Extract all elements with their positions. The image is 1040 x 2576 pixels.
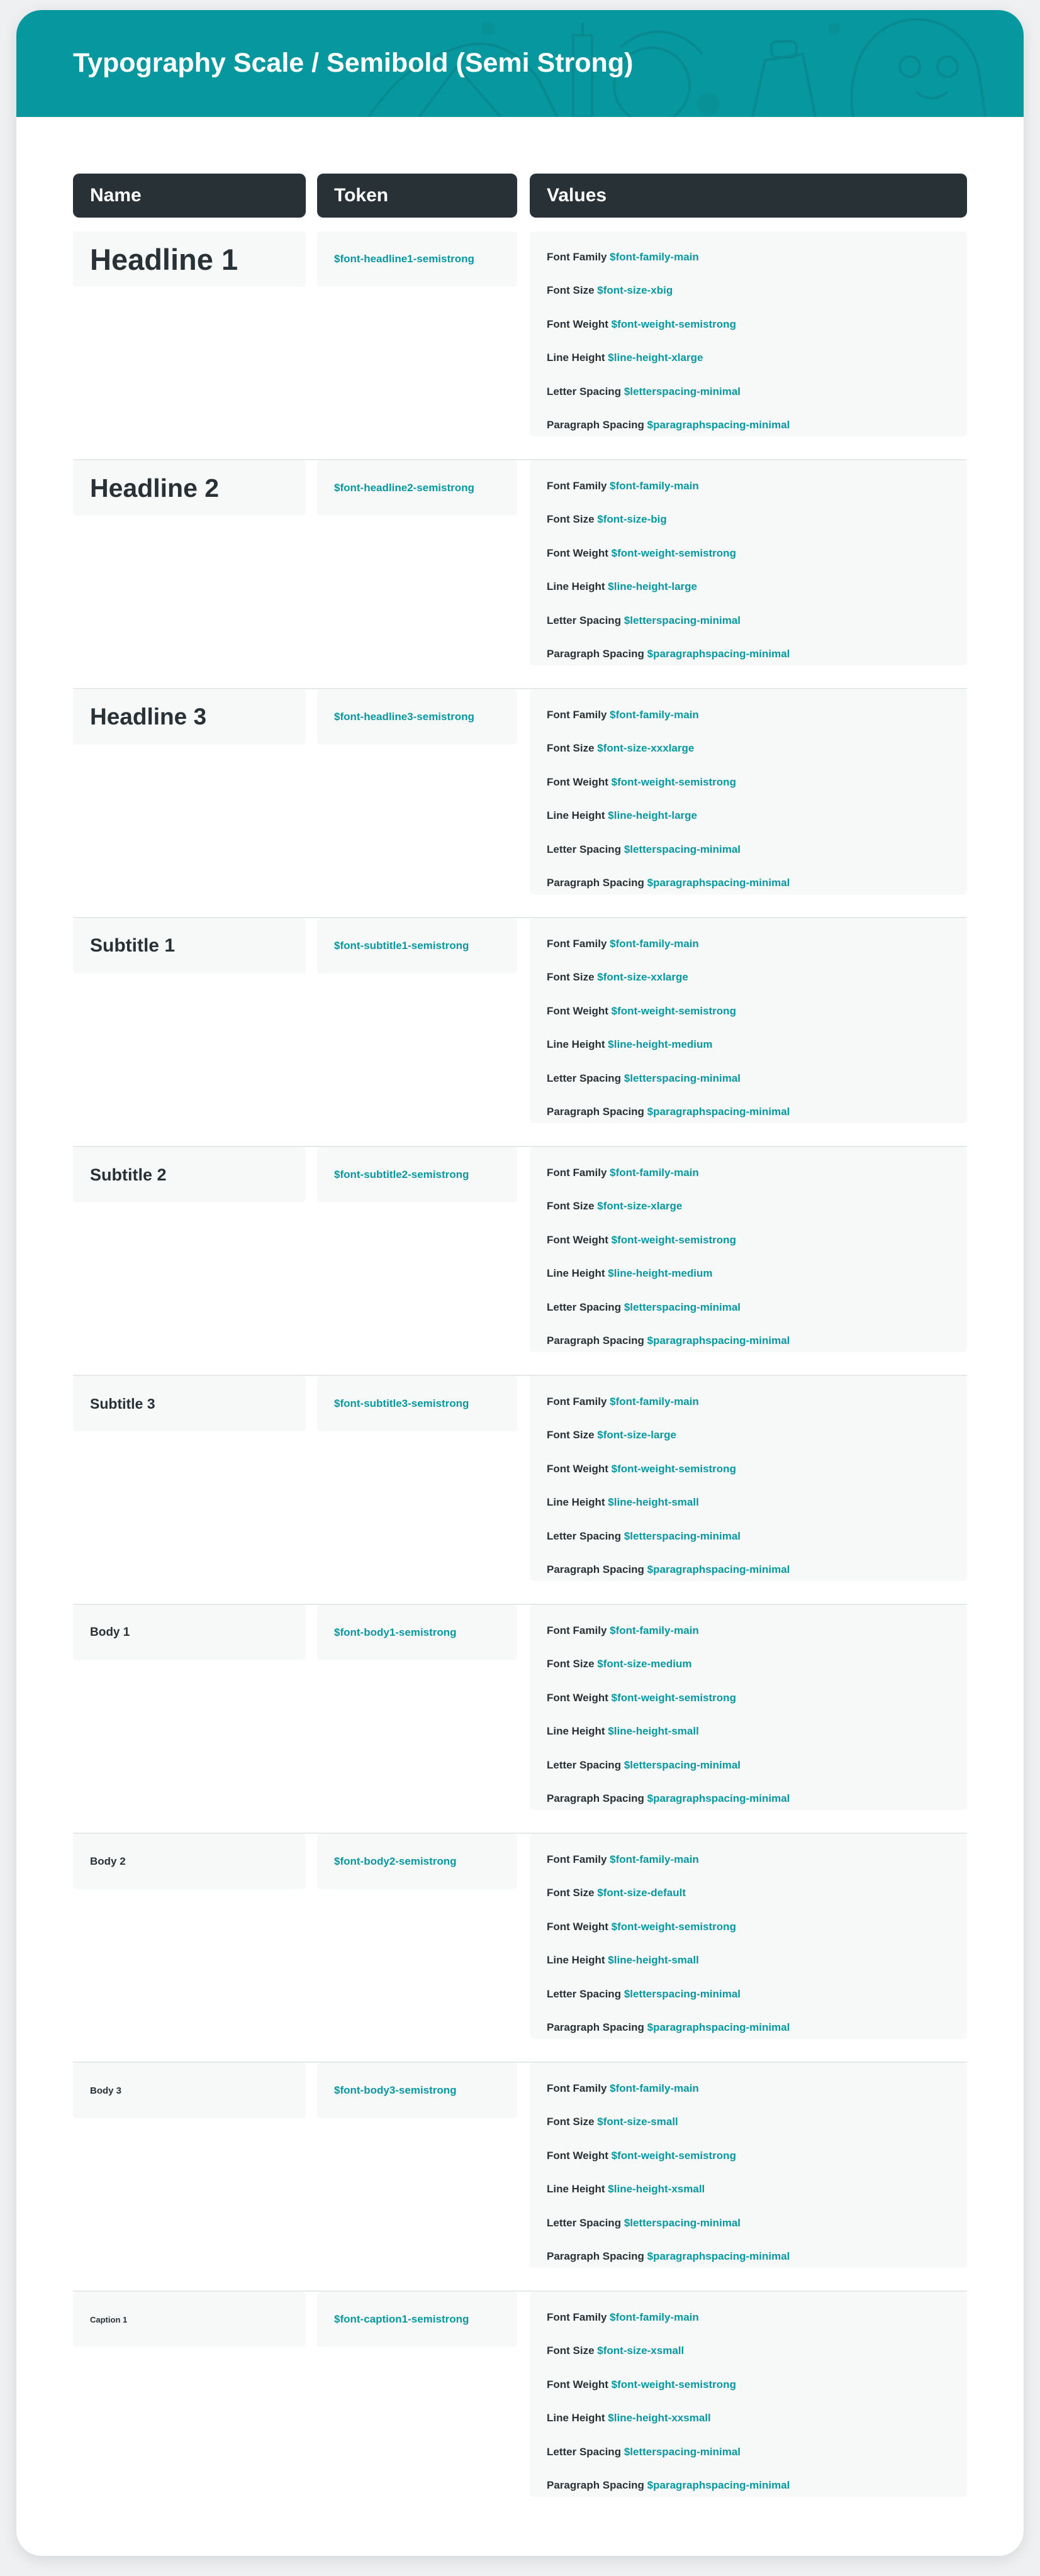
value-label: Font Family bbox=[547, 1624, 607, 1636]
value-line-paragraph bbox=[547, 1782, 967, 1815]
value-line-weight bbox=[547, 2368, 967, 2401]
style-values bbox=[530, 231, 967, 436]
value-label: Font Family bbox=[547, 1396, 607, 1407]
value-token: $line-height-large bbox=[608, 580, 697, 593]
typography-card bbox=[16, 10, 1024, 2556]
value-line-paragraph bbox=[547, 2011, 967, 2044]
value-label: Font Size bbox=[547, 513, 595, 526]
value-line-family bbox=[547, 698, 967, 731]
value-token: $line-height-xlarge bbox=[608, 352, 703, 364]
value-line-weight bbox=[547, 994, 967, 1028]
value-line-line bbox=[547, 2401, 967, 2434]
table-row bbox=[73, 2292, 967, 2521]
value-line-size bbox=[547, 2105, 967, 2138]
value-token: $font-size-default bbox=[597, 1887, 686, 1899]
value-label: Font Family bbox=[547, 480, 607, 492]
value-line-letter bbox=[547, 375, 967, 408]
style-token: $font-subtitle2-semistrong bbox=[317, 1147, 517, 1202]
value-token: $font-weight-semistrong bbox=[611, 1920, 736, 1933]
page-title: Typography Scale / Semibold (Semi Strong) bbox=[73, 48, 634, 78]
value-token: $letterspacing-minimal bbox=[623, 1072, 741, 1084]
style-name: Subtitle 1 bbox=[73, 918, 306, 974]
value-label: Font Family bbox=[547, 251, 607, 263]
value-line-paragraph bbox=[547, 1324, 967, 1357]
value-token: $font-size-medium bbox=[597, 1658, 692, 1670]
value-token: $paragraphspacing-minimal bbox=[647, 647, 790, 660]
value-line-weight bbox=[547, 1223, 967, 1257]
style-name: Subtitle 2 bbox=[73, 1147, 306, 1202]
value-label: Letter Spacing bbox=[547, 385, 622, 397]
value-line-letter bbox=[547, 1977, 967, 2011]
value-line-line bbox=[547, 1028, 967, 1061]
value-label: Font Weight bbox=[547, 1004, 608, 1017]
value-label: Paragraph Spacing bbox=[547, 2479, 644, 2491]
table-row bbox=[73, 1605, 967, 1834]
value-token: $letterspacing-minimal bbox=[623, 843, 741, 855]
value-line-line bbox=[547, 1714, 967, 1748]
value-label: Font Size bbox=[547, 1200, 595, 1213]
value-line-letter bbox=[547, 1291, 967, 1324]
style-token: $font-headline2-semistrong bbox=[317, 460, 517, 516]
value-token: $line-height-small bbox=[608, 1725, 699, 1738]
value-token: $paragraphspacing-minimal bbox=[647, 1334, 790, 1346]
value-token: $line-height-small bbox=[608, 1954, 699, 1967]
value-label: Font Size bbox=[547, 284, 595, 297]
table-row bbox=[73, 460, 967, 689]
value-label: Letter Spacing bbox=[547, 2216, 622, 2229]
column-header-name: Name bbox=[73, 174, 306, 218]
value-label: Line Height bbox=[547, 580, 605, 593]
value-label: Font Weight bbox=[547, 2149, 608, 2162]
value-label: Paragraph Spacing bbox=[547, 2250, 644, 2262]
value-label: Font Size bbox=[547, 2116, 595, 2128]
style-token: $font-body1-semistrong bbox=[317, 1605, 517, 1660]
value-line-line bbox=[547, 1943, 967, 1977]
value-line-size bbox=[547, 274, 967, 307]
style-token: $font-headline1-semistrong bbox=[317, 231, 517, 287]
value-token: $font-size-xlarge bbox=[597, 1200, 683, 1213]
style-name: Headline 3 bbox=[73, 689, 306, 745]
value-token: $font-size-big bbox=[597, 513, 667, 526]
value-line-weight bbox=[547, 308, 967, 341]
value-label: Font Weight bbox=[547, 775, 608, 788]
value-token: $line-height-medium bbox=[608, 1267, 713, 1280]
value-line-size bbox=[547, 960, 967, 994]
value-label: Letter Spacing bbox=[547, 1301, 622, 1313]
value-line-family bbox=[547, 240, 967, 274]
value-label: Font Weight bbox=[547, 2378, 608, 2390]
value-token: $font-weight-semistrong bbox=[611, 1233, 736, 1246]
value-token: $letterspacing-minimal bbox=[623, 2445, 741, 2458]
value-label: Font Size bbox=[547, 1887, 595, 1899]
value-token: $letterspacing-minimal bbox=[623, 1758, 741, 1771]
value-label: Line Height bbox=[547, 1954, 605, 1967]
value-token: $font-family-main bbox=[610, 1167, 699, 1179]
value-line-size bbox=[547, 731, 967, 765]
table-row bbox=[73, 1376, 967, 1605]
value-token: $line-height-small bbox=[608, 1496, 699, 1509]
value-token: $font-weight-semistrong bbox=[611, 2378, 736, 2390]
style-token: $font-subtitle3-semistrong bbox=[317, 1376, 517, 1431]
style-values bbox=[530, 1605, 967, 1810]
value-token: $font-weight-semistrong bbox=[611, 1691, 736, 1704]
value-token: $font-size-small bbox=[597, 2116, 678, 2128]
style-values bbox=[530, 689, 967, 894]
value-token: $font-family-main bbox=[610, 251, 699, 263]
value-line-line bbox=[547, 570, 967, 603]
value-line-weight bbox=[547, 765, 967, 799]
table-row bbox=[73, 231, 967, 460]
value-line-paragraph bbox=[547, 2240, 967, 2273]
value-label: Line Height bbox=[547, 1725, 605, 1738]
value-token: $paragraphspacing-minimal bbox=[647, 876, 790, 889]
value-token: $paragraphspacing-minimal bbox=[647, 2021, 790, 2033]
value-token: $letterspacing-minimal bbox=[623, 385, 741, 397]
value-token: $font-family-main bbox=[610, 480, 699, 492]
style-token: $font-subtitle1-semistrong bbox=[317, 918, 517, 974]
value-label: Font Weight bbox=[547, 1462, 608, 1475]
style-name: Headline 1 bbox=[73, 231, 306, 287]
value-label: Font Family bbox=[547, 1853, 607, 1865]
value-line-letter bbox=[547, 2206, 967, 2240]
value-token: $font-weight-semistrong bbox=[611, 1004, 736, 1017]
value-token: $font-weight-semistrong bbox=[611, 547, 736, 559]
value-token: $letterspacing-minimal bbox=[623, 614, 741, 626]
value-line-size bbox=[547, 1876, 967, 1909]
value-label: Letter Spacing bbox=[547, 843, 622, 855]
value-token: $line-height-xxsmall bbox=[608, 2412, 711, 2424]
value-line-line bbox=[547, 1485, 967, 1519]
value-label: Font Family bbox=[547, 938, 607, 950]
value-line-paragraph bbox=[547, 1553, 967, 1586]
value-label: Letter Spacing bbox=[547, 1987, 622, 2000]
value-label: Font Size bbox=[547, 1429, 595, 1441]
value-token: $font-family-main bbox=[610, 709, 699, 721]
style-name: Body 1 bbox=[73, 1605, 306, 1660]
value-line-letter bbox=[547, 1519, 967, 1553]
style-values bbox=[530, 1376, 967, 1581]
value-token: $font-size-xxlarge bbox=[597, 971, 688, 984]
style-name: Body 2 bbox=[73, 1834, 306, 1889]
value-label: Letter Spacing bbox=[547, 1530, 622, 1542]
value-token: $font-weight-semistrong bbox=[611, 2149, 736, 2162]
value-line-family bbox=[547, 2072, 967, 2105]
value-label: Line Height bbox=[547, 1496, 605, 1509]
value-label: Line Height bbox=[547, 2412, 605, 2424]
value-token: $paragraphspacing-minimal bbox=[647, 2479, 790, 2491]
value-token: $font-weight-semistrong bbox=[611, 318, 736, 330]
value-token: $font-family-main bbox=[610, 2311, 699, 2323]
value-token: $font-family-main bbox=[610, 1624, 699, 1636]
value-label: Font Family bbox=[547, 2082, 607, 2094]
value-line-size bbox=[547, 502, 967, 536]
value-line-paragraph bbox=[547, 2468, 967, 2502]
value-label: Paragraph Spacing bbox=[547, 1334, 644, 1346]
value-label: Paragraph Spacing bbox=[547, 647, 644, 660]
value-line-letter bbox=[547, 604, 967, 637]
value-label: Paragraph Spacing bbox=[547, 1563, 644, 1575]
value-token: $paragraphspacing-minimal bbox=[647, 1105, 790, 1118]
value-label: Letter Spacing bbox=[547, 614, 622, 626]
column-header-values: Values bbox=[530, 174, 967, 218]
value-line-line bbox=[547, 1257, 967, 1290]
value-label: Font Weight bbox=[547, 1691, 608, 1704]
value-token: $font-size-large bbox=[597, 1429, 676, 1441]
value-line-letter bbox=[547, 2435, 967, 2468]
value-label: Font Size bbox=[547, 2345, 595, 2357]
value-label: Font Weight bbox=[547, 318, 608, 330]
value-token: $paragraphspacing-minimal bbox=[647, 1792, 790, 1804]
value-token: $line-height-medium bbox=[608, 1038, 713, 1051]
value-line-letter bbox=[547, 1062, 967, 1095]
value-label: Letter Spacing bbox=[547, 1758, 622, 1771]
value-line-family bbox=[547, 469, 967, 502]
table-row bbox=[73, 689, 967, 918]
value-token: $font-family-main bbox=[610, 2082, 699, 2094]
value-line-family bbox=[547, 1385, 967, 1418]
value-label: Paragraph Spacing bbox=[547, 876, 644, 889]
style-values bbox=[530, 2292, 967, 2497]
value-line-line bbox=[547, 341, 967, 374]
value-label: Paragraph Spacing bbox=[547, 1792, 644, 1804]
value-line-line bbox=[547, 799, 967, 832]
value-token: $paragraphspacing-minimal bbox=[647, 418, 790, 431]
style-values bbox=[530, 918, 967, 1123]
value-line-size bbox=[547, 1418, 967, 1452]
value-line-paragraph bbox=[547, 866, 967, 899]
table-row bbox=[73, 918, 967, 1147]
value-token: $font-size-xbig bbox=[597, 284, 673, 297]
style-token: $font-caption1-semistrong bbox=[317, 2292, 517, 2347]
value-label: Font Size bbox=[547, 1658, 595, 1670]
value-line-family bbox=[547, 1614, 967, 1647]
value-token: $font-size-xsmall bbox=[597, 2345, 685, 2357]
value-token: $paragraphspacing-minimal bbox=[647, 2250, 790, 2262]
value-line-paragraph bbox=[547, 1095, 967, 1128]
value-line-weight bbox=[547, 1452, 967, 1485]
style-token: $font-body2-semistrong bbox=[317, 1834, 517, 1889]
value-token: $letterspacing-minimal bbox=[623, 1530, 741, 1542]
value-label: Line Height bbox=[547, 1038, 605, 1051]
style-values bbox=[530, 460, 967, 665]
table-row bbox=[73, 1834, 967, 2063]
value-label: Font Weight bbox=[547, 1233, 608, 1246]
style-name: Headline 2 bbox=[73, 460, 306, 516]
value-token: $font-family-main bbox=[610, 1853, 699, 1865]
value-token: $line-height-large bbox=[608, 809, 697, 822]
value-label: Font Family bbox=[547, 709, 607, 721]
value-token: $font-family-main bbox=[610, 1396, 699, 1407]
value-line-family bbox=[547, 1156, 967, 1189]
value-token: $font-family-main bbox=[610, 938, 699, 950]
value-token: $font-weight-semistrong bbox=[611, 1462, 736, 1475]
value-label: Line Height bbox=[547, 2183, 605, 2196]
value-line-size bbox=[547, 1647, 967, 1680]
value-label: Line Height bbox=[547, 1267, 605, 1280]
value-line-letter bbox=[547, 833, 967, 866]
value-token: $line-height-xsmall bbox=[608, 2183, 705, 2196]
value-line-family bbox=[547, 2301, 967, 2334]
style-token: $font-headline3-semistrong bbox=[317, 689, 517, 745]
value-label: Letter Spacing bbox=[547, 2445, 622, 2458]
value-line-weight bbox=[547, 2139, 967, 2172]
value-label: Font Family bbox=[547, 1167, 607, 1179]
value-line-family bbox=[547, 1843, 967, 1876]
value-line-paragraph bbox=[547, 637, 967, 670]
value-label: Font Size bbox=[547, 742, 595, 755]
style-token: $font-body3-semistrong bbox=[317, 2063, 517, 2118]
value-line-line bbox=[547, 2172, 967, 2206]
value-label: Font Weight bbox=[547, 547, 608, 559]
value-label: Paragraph Spacing bbox=[547, 2021, 644, 2033]
value-token: $font-weight-semistrong bbox=[611, 775, 736, 788]
value-line-family bbox=[547, 927, 967, 960]
value-label: Font Family bbox=[547, 2311, 607, 2323]
value-line-size bbox=[547, 2334, 967, 2367]
column-header-token: Token bbox=[317, 174, 517, 218]
value-line-weight bbox=[547, 536, 967, 570]
value-label: Line Height bbox=[547, 352, 605, 364]
style-name: Caption 1 bbox=[73, 2292, 306, 2347]
style-name: Body 3 bbox=[73, 2063, 306, 2118]
value-token: $paragraphspacing-minimal bbox=[647, 1563, 790, 1575]
value-line-size bbox=[547, 1189, 967, 1223]
value-label: Font Size bbox=[547, 971, 595, 984]
value-label: Letter Spacing bbox=[547, 1072, 622, 1084]
value-line-paragraph bbox=[547, 408, 967, 441]
style-values bbox=[530, 1147, 967, 1352]
value-token: $letterspacing-minimal bbox=[623, 2216, 741, 2229]
value-label: Paragraph Spacing bbox=[547, 1105, 644, 1118]
value-label: Paragraph Spacing bbox=[547, 418, 644, 431]
value-label: Line Height bbox=[547, 809, 605, 822]
style-name: Subtitle 3 bbox=[73, 1376, 306, 1431]
value-token: $letterspacing-minimal bbox=[623, 1987, 741, 2000]
value-label: Font Weight bbox=[547, 1920, 608, 1933]
value-token: $letterspacing-minimal bbox=[623, 1301, 741, 1313]
value-line-letter bbox=[547, 1748, 967, 1782]
value-token: $font-size-xxxlarge bbox=[597, 742, 695, 755]
style-values bbox=[530, 2063, 967, 2268]
table-row bbox=[73, 2063, 967, 2292]
table-row bbox=[73, 1147, 967, 1376]
style-values bbox=[530, 1834, 967, 2039]
banner bbox=[16, 10, 1024, 117]
value-line-weight bbox=[547, 1910, 967, 1943]
value-line-weight bbox=[547, 1681, 967, 1714]
